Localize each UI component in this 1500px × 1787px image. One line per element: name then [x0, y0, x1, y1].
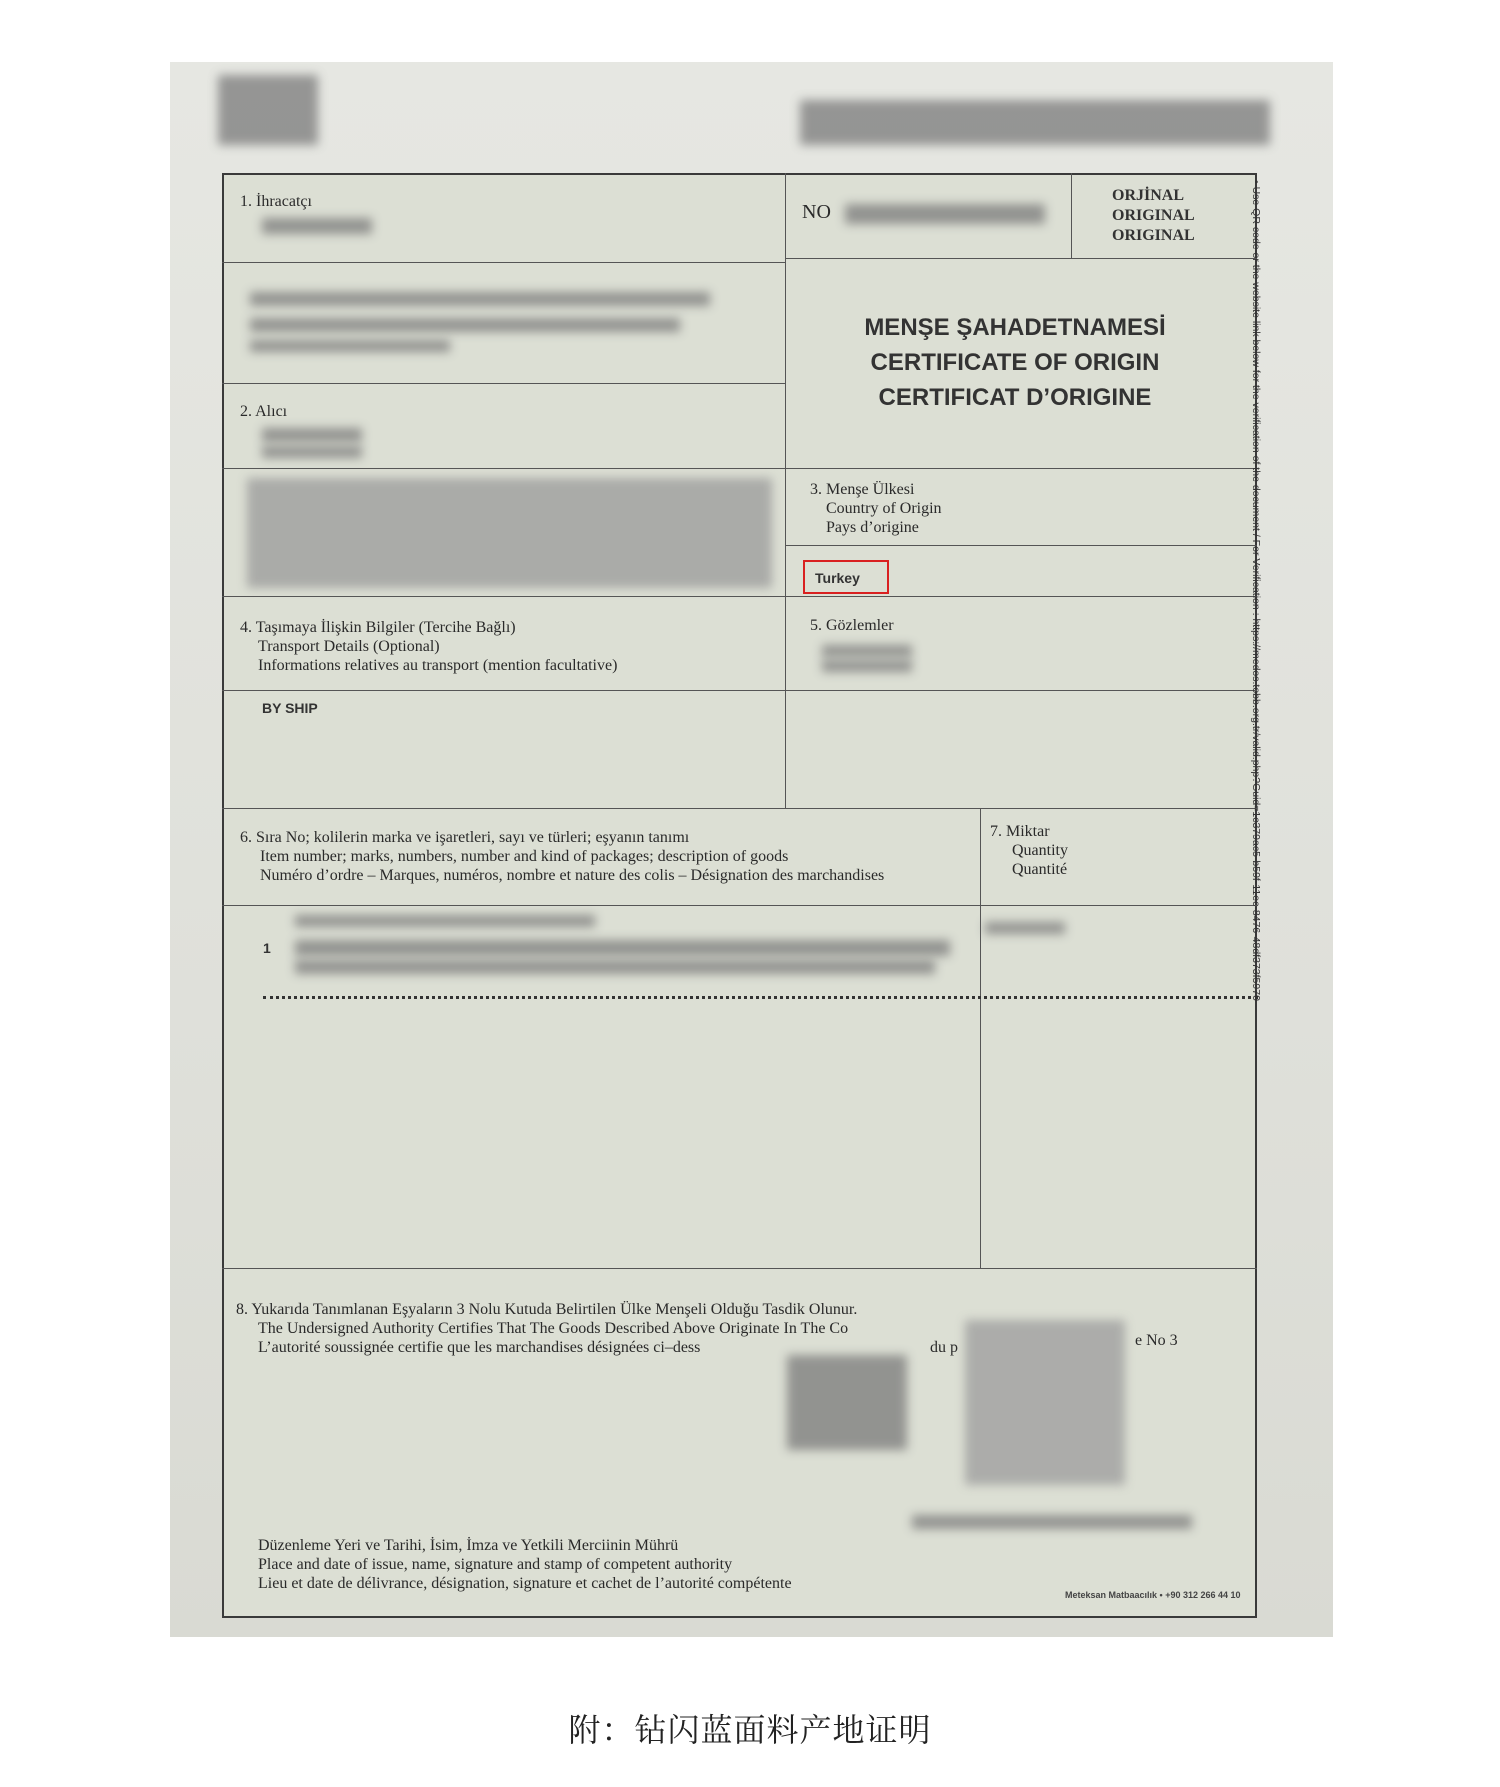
consignee-label: 2. Alıcı — [240, 403, 288, 420]
redacted-place-date — [912, 1515, 1192, 1529]
divider — [222, 808, 1257, 809]
title-line-tr: MENŞE ŞAHADETNAMESİ — [864, 314, 1166, 341]
exporter-label: 1. İhracatçı — [240, 193, 312, 210]
redacted-stamp — [965, 1320, 1125, 1485]
redacted-consignee — [262, 428, 362, 442]
transport-label-en: Transport Details (Optional) — [258, 638, 440, 655]
end-of-goods-line — [263, 996, 1258, 999]
redacted-exporter-address — [250, 340, 450, 352]
redacted-goods — [295, 960, 935, 974]
redacted-consignee — [262, 446, 362, 458]
certificate-number-label: NO — [802, 201, 831, 223]
goods-label-en: Item number; marks, numbers, number and kind of packages; description of goods — [260, 848, 789, 865]
divider — [1071, 173, 1072, 258]
title-line-fr: CERTIFICAT D’ORIGINE — [878, 384, 1152, 411]
divider — [222, 262, 785, 263]
original-stamp-line-2: ORIGINAL — [1112, 207, 1195, 224]
goods-label: 6. Sıra No; kolilerin marka ve işaretleri, sayı ve türleri; eşyanın tanımı — [240, 829, 690, 846]
goods-label-fr: Numéro d’ordre – Marques, numéros, nombre et nature des colis – Désignation des marchandises — [260, 867, 885, 884]
redacted-signature — [787, 1355, 907, 1450]
redacted-remarks — [822, 645, 912, 657]
divider — [222, 596, 1257, 597]
redacted-goods — [295, 940, 950, 956]
title-line-en: CERTIFICATE OF ORIGIN — [870, 349, 1160, 376]
divider — [222, 1268, 1257, 1269]
transport-label: 4. Taşımaya İlişkin Bilgiler (Tercihe Bağlı) — [240, 619, 516, 636]
verification-link-text: • Use QR code or the website link below for the verification of the document / For Verification : https://medos.tobb.org.tr/valid.php?Guid=1c379ac5-b59f-11ec-8476-48df373f5970 — [1250, 180, 1262, 1001]
certification-line-1: 8. Yukarıda Tanımlanan Eşyaların 3 Nolu Kutuda Belirtilen Ülke Menşeli Olduğu Tasdik Olunur. — [236, 1301, 858, 1318]
country-of-origin-value: Turkey — [815, 570, 860, 586]
transport-value: BY SHIP — [262, 700, 318, 716]
original-stamp-line-1: ORJİNAL — [1112, 187, 1185, 204]
remarks-label: 5. Gözlemler — [810, 617, 894, 634]
redacted-remarks — [822, 660, 912, 672]
original-stamp-line-3: ORIGINAL — [1112, 227, 1195, 244]
redacted-goods — [295, 915, 595, 927]
country-of-origin-label-en: Country of Origin — [826, 500, 942, 517]
certification-line-2: The Undersigned Authority Certifies That The Goods Described Above Originate In The Co — [258, 1320, 849, 1337]
printer-imprint: Meteksan Matbaacılık • +90 312 266 44 10 — [1065, 1590, 1241, 1600]
caption: 附：钻闪蓝面料产地证明 — [568, 1711, 932, 1749]
divider — [222, 468, 1257, 469]
redacted-exporter-address — [250, 292, 710, 306]
quantity-label: 7. Miktar — [990, 823, 1050, 840]
divider — [785, 545, 1257, 546]
quantity-label-fr: Quantité — [1012, 861, 1068, 878]
divider — [222, 383, 785, 384]
divider — [785, 173, 786, 808]
certificate-title — [790, 310, 1240, 415]
certification-fragment-1: du p — [930, 1339, 958, 1356]
goods-item-number: 1 — [263, 940, 271, 956]
redacted-exporter-address — [250, 318, 680, 332]
certification-line-3: L’autorité soussignée certifie que les marchandises désignées ci–dess — [258, 1339, 701, 1356]
redacted-barcode — [800, 100, 1270, 145]
quantity-label-en: Quantity — [1012, 842, 1068, 859]
divider — [785, 258, 1257, 259]
divider — [222, 690, 1257, 691]
transport-label-fr: Informations relatives au transport (mention facultative) — [258, 657, 618, 674]
redacted-certificate-number — [845, 204, 1045, 224]
certification-fragment-2: e No 3 — [1135, 1332, 1178, 1349]
divider — [980, 808, 981, 1268]
redacted-consignee-address — [247, 478, 772, 588]
redacted-logo — [218, 75, 318, 145]
redacted-quantity — [985, 922, 1065, 934]
country-of-origin-label-fr: Pays d’origine — [826, 519, 919, 536]
place-date-label-en: Place and date of issue, name, signature and stamp of competent authority — [258, 1556, 733, 1573]
divider — [222, 905, 1257, 906]
place-date-label-fr: Lieu et date de délivrance, désignation, signature et cachet de l’autorité compétente — [258, 1575, 792, 1592]
place-date-label: Düzenleme Yeri ve Tarihi, İsim, İmza ve Yetkili Merciinin Mührü — [258, 1537, 679, 1554]
country-of-origin-label: 3. Menşe Ülkesi — [810, 481, 915, 498]
redacted-exporter — [262, 218, 372, 234]
